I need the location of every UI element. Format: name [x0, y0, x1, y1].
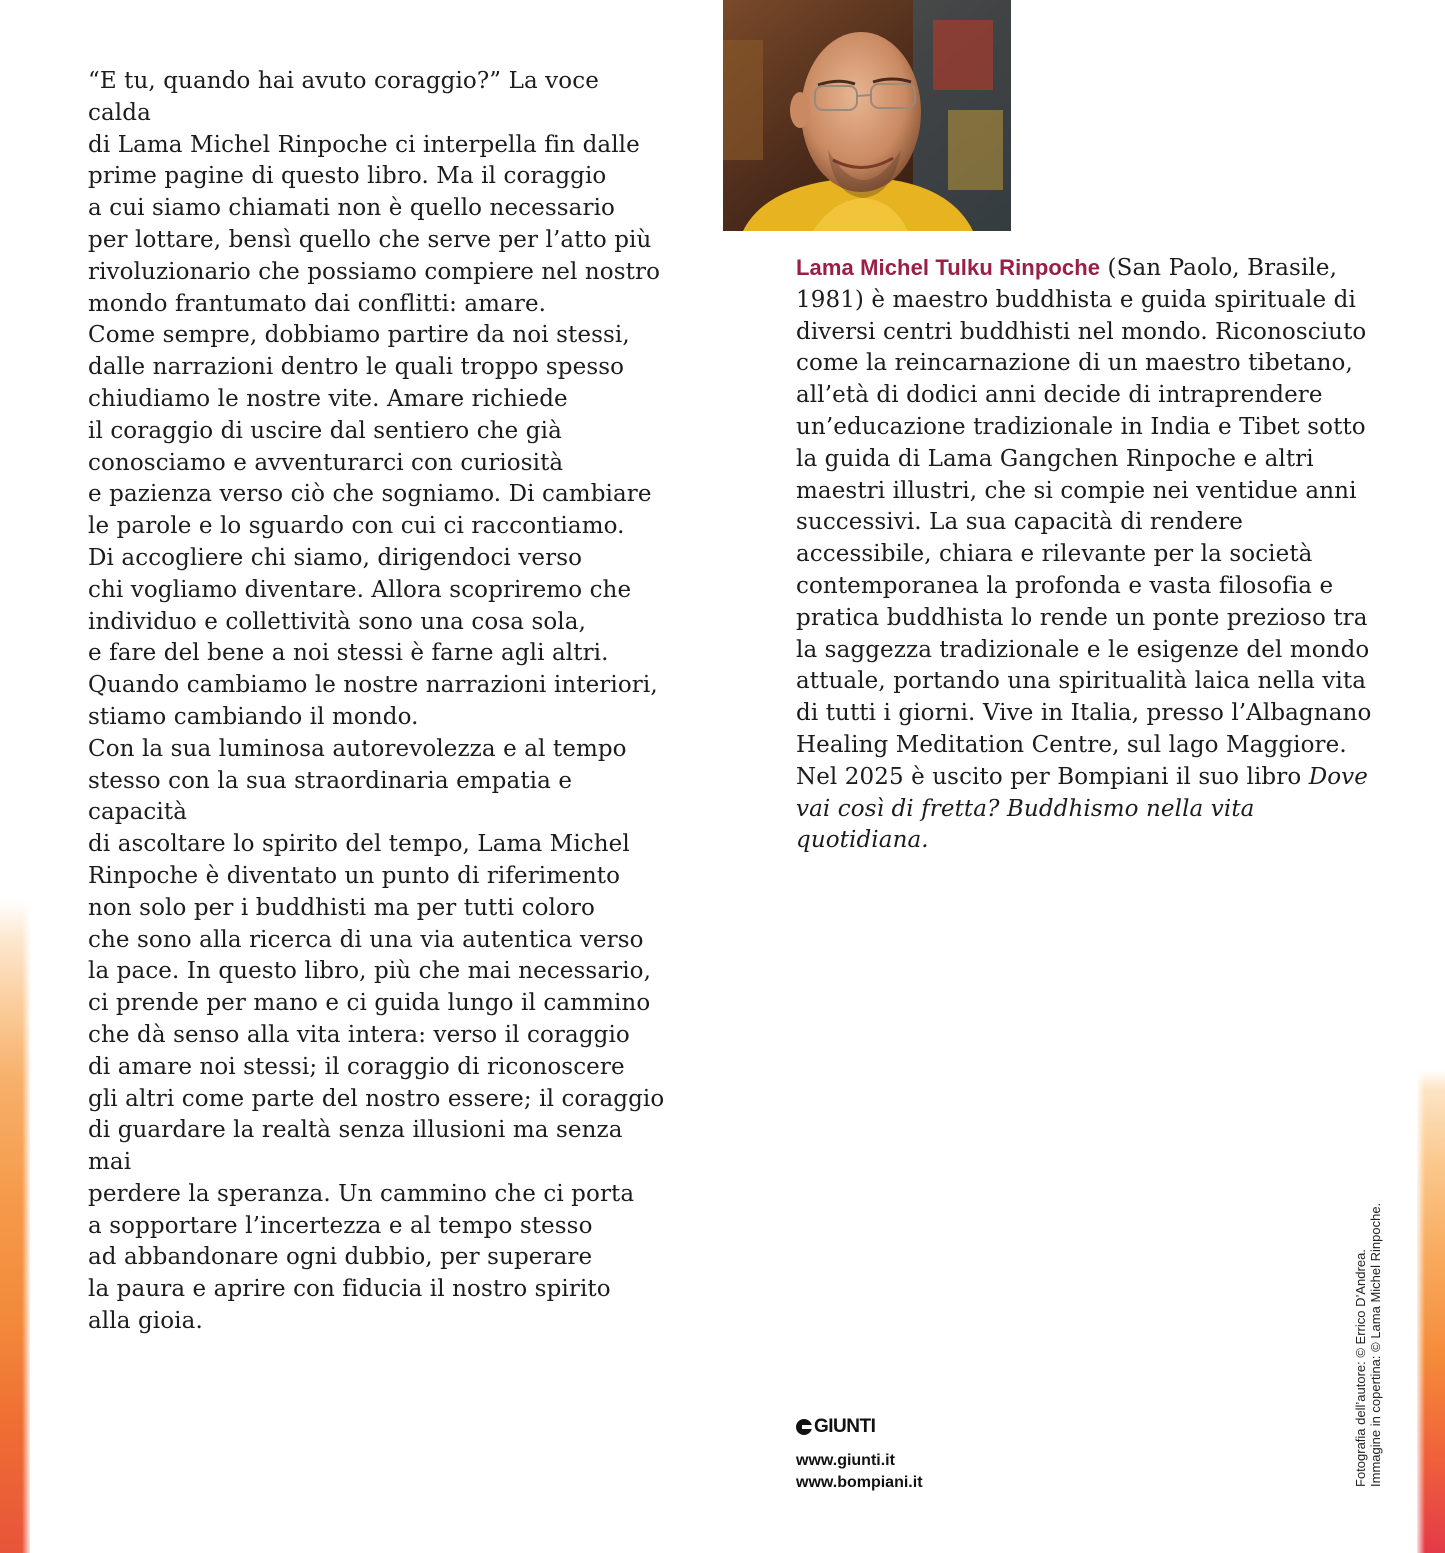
watercolor-edge-left: [0, 0, 30, 1553]
author-portrait-illustration: [723, 0, 1011, 231]
watercolor-edge-right: [1417, 0, 1445, 1553]
author-photo: [723, 0, 1011, 231]
author-biography: [796, 252, 1376, 857]
biography-text: (San Paolo, Brasile, 1981) è maestro buddhista e guida spirituale di diversi centri buddhisti nel mondo. Riconosciuto come la reincarnazione di un maestro tibetano, all’età di dodici anni decide di intraprendere un’educazione tradizionale in India e Tibet sotto la guida di Lama Gangchen Rinpoche e altri maestri illustri, che si compie nei ventidue anni successivi. La sua capacità di rendere accessibile, chiara e rilevante per la società contemporanea la profonda e vasta filosofia e pratica buddhista lo rende un ponte prezioso tra la saggezza tradizionale e le esigenze del mondo attuale, portando una spiritualità laica nella vita di tutti i giorni. Vive in Italia, presso l’Albagnano Healing Meditation Centre, sul lago Maggiore. Nel 2025 è uscito per Bompiani il suo libro: [796, 255, 1372, 790]
giunti-logo-icon: [796, 1419, 812, 1435]
cover-image-credit: Immagine in copertina: © Lama Michel Rinpoche.: [1368, 1202, 1383, 1487]
author-name: Lama Michel Tulku Rinpoche: [796, 255, 1101, 280]
bompiani-website-link[interactable]: www.bompiani.it: [796, 1474, 923, 1491]
giunti-website-link[interactable]: www.giunti.it: [796, 1452, 895, 1469]
image-credits: [1353, 1197, 1383, 1487]
giunti-logo-text: GIUNTI: [814, 1416, 876, 1437]
previous-book-title: Dove vai così di fretta? Buddhismo nella vita quotidiana.: [796, 763, 1368, 854]
back-cover-blurb: “E tu, quando hai avuto coraggio?” La voce calda di Lama Michel Rinpoche ci interpella fin dalle prime pagine di questo libro. Ma il coraggio a cui siamo chiamati non è quello necessario per lottare, bensì quello che serve per l’atto più rivoluzionario che possiamo compiere nel nostro mondo frantumato dai conflitti: amare. Come sempre, dobbiamo partire da noi stessi, dalle narrazioni dentro le quali troppo spesso chiudiamo le nostre vite. Amare richiede il coraggio di uscire dal sentiero che già conosciamo e avventurarci con curiosità e pazienza verso ciò che sogniamo. Di cambiare le parole e lo sguardo con cui ci raccontiamo. Di accogliere chi siamo, dirigendoci verso chi vogliamo diventare. Allora scopriremo che individuo e collettività sono una cosa sola, e fare del bene a noi stessi è farne agli altri. Quando cambiamo le nostre narrazioni interiori, stiamo cambiando il mondo. Con la sua luminosa autorevolezza e al tempo stesso con la sua straordinaria empatia e capacità di ascoltare lo spirito del tempo, Lama Michel Rinpoche è diventato un punto di riferimento non solo per i buddhisti ma per tutti coloro che sono alla ricerca di una via autentica verso la pace. In questo libro, più che mai necessario, ci prende per mano e ci guida lungo il cammino che dà senso alla vita intera: verso il coraggio di amare noi stessi; il coraggio di riconoscere gli altri come parte del nostro essere; il coraggio di guardare la realtà senza illusioni ma senza mai perdere la speranza. Un cammino che ci porta a sopportare l’incertezza e al tempo stesso ad abbandonare ogni dubbio, per superare la paura e aprire con fiducia il nostro spirito alla gioia.: [88, 68, 665, 1335]
publisher-websites: [796, 1450, 923, 1494]
giunti-logo: [796, 1416, 875, 1438]
author-photo-credit: Fotografia dell’autore: © Errico D’Andrea.: [1353, 1249, 1368, 1487]
